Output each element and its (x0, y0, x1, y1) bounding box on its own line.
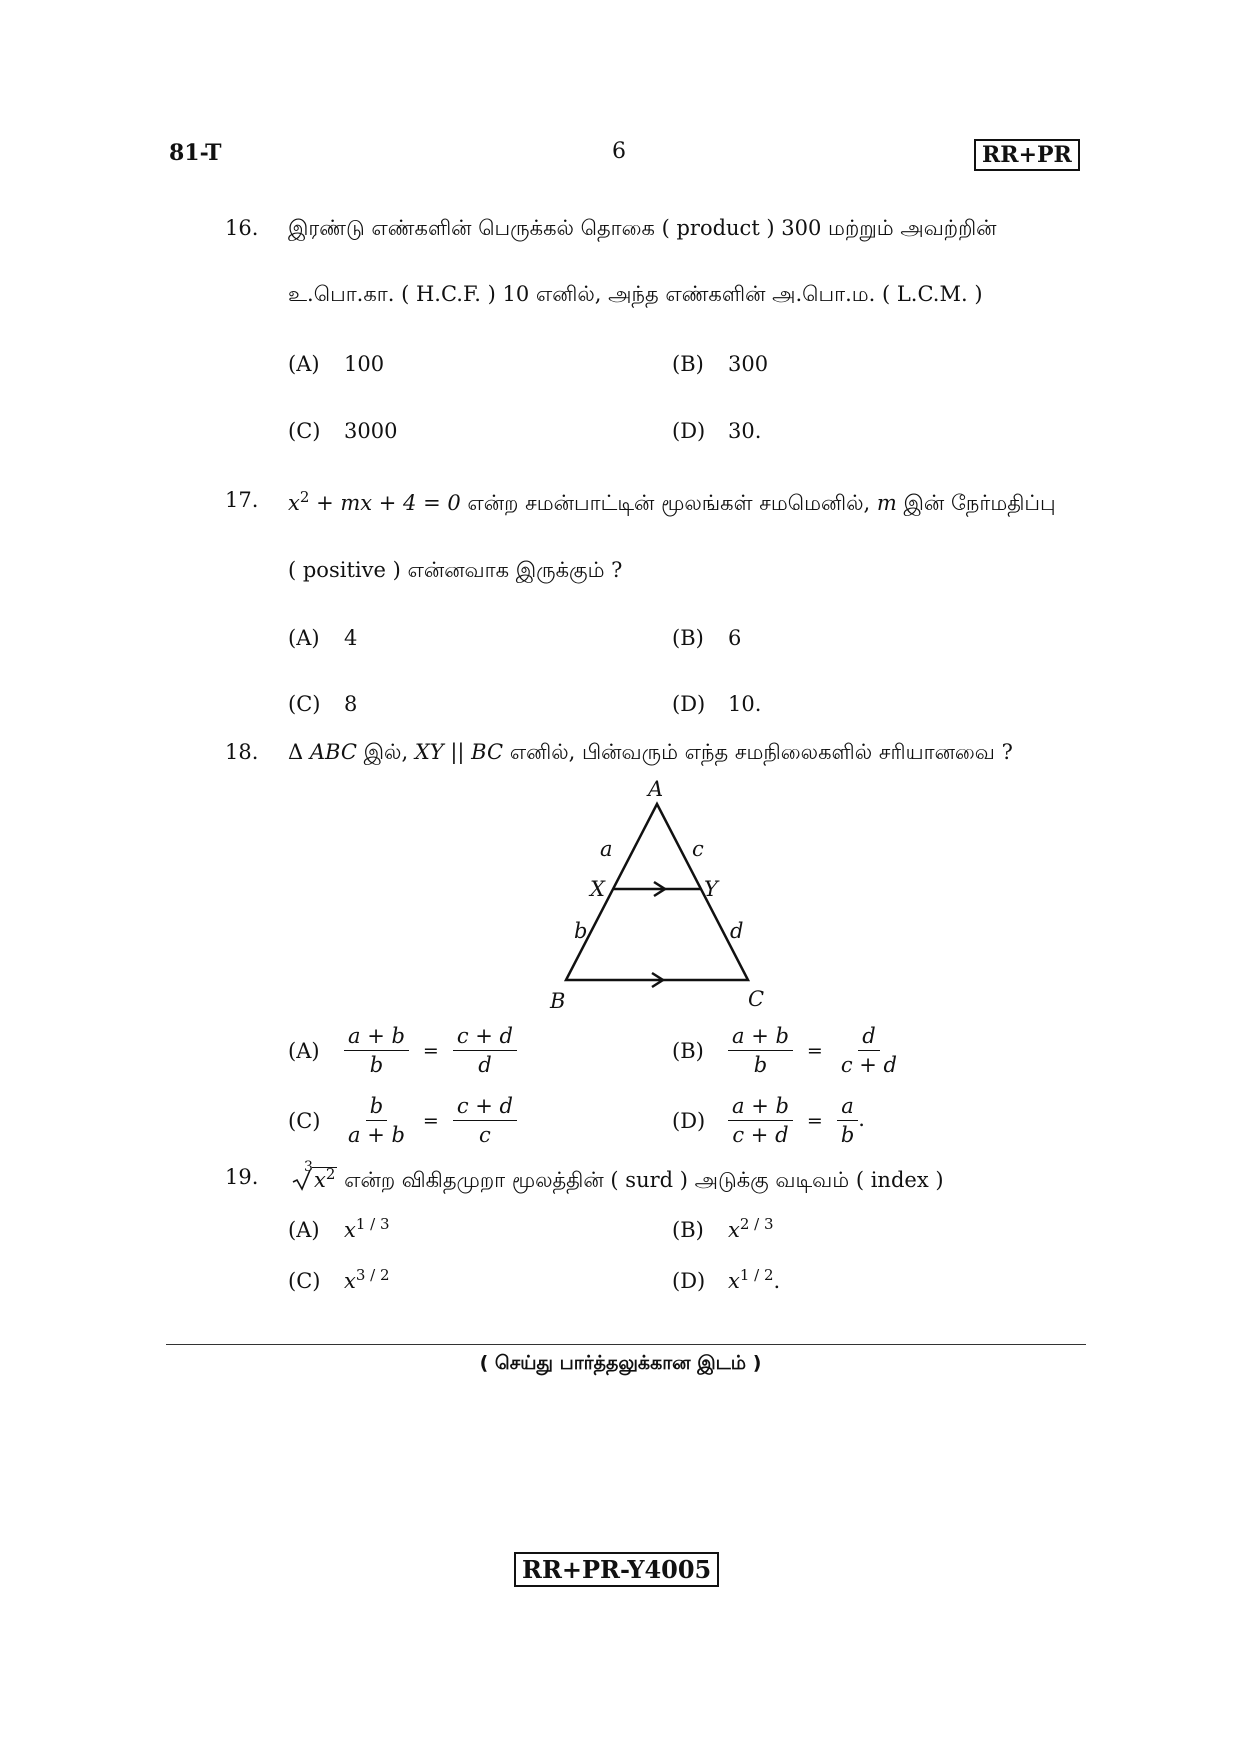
fraction: $\frac{d}{c + d}$ (840, 1024, 897, 1077)
point-label-x: X (590, 877, 605, 901)
segment-label-a: a (600, 837, 613, 861)
segment-label-b: b (574, 919, 588, 943)
option-c: (C) 8 (288, 692, 358, 716)
question-text-line: இரண்டு எண்களின் பெருக்கல் தொகை ( product ) 300 மற்றும் அவற்றின் (288, 216, 997, 240)
option-c: (C) $\frac{b}{a + b}$ = $\frac{c + d}{c}$ (288, 1094, 517, 1147)
fraction: $\frac{a}{b}$ (837, 1094, 858, 1147)
vertex-label-a: A (648, 777, 664, 801)
segment-label-c: c (692, 837, 704, 861)
option-a: (A) $\frac{a + b}{b}$ = $\frac{c + d}{d}$ (288, 1024, 517, 1077)
section-divider (166, 1344, 1086, 1345)
question-text-line: 3 $x^2$ என்ற விகிதமுறா மூலத்தின் ( surd ) அடுக்கு வடிவம் ( index ) (288, 1165, 944, 1195)
question-text-line: Δ ABC இல், XY || BC எனில், பின்வரும் எந்த சமநிலைகளில் சரியானவை ? (288, 740, 1013, 764)
option-b: (B) $\frac{a + b}{b}$ = $\frac{d}{c + d}$ (672, 1024, 901, 1077)
option-c: (C) 3000 (288, 419, 398, 443)
question-text-line: உ.பொ.கா. ( H.C.F. ) 10 எனில், அந்த எண்களின் அ.பொ.ம. ( L.C.M. ) (288, 282, 983, 306)
option-b: (B) $x^{2 / 3}$ (672, 1215, 774, 1242)
question-text-line: ( positive ) என்னவாக இருக்கும் ? (288, 558, 623, 582)
fraction: $\frac{a + b}{c + d}$ (728, 1094, 793, 1147)
vertex-label-c: C (748, 987, 765, 1011)
paper-code: 81-T (169, 140, 222, 166)
option-b: (B) 300 (672, 352, 769, 376)
option-a: (A) 100 (288, 352, 385, 376)
option-b: (B) 6 (672, 626, 742, 650)
fraction: $\frac{c + d}{d}$ (453, 1024, 517, 1077)
question-number: 16. (225, 216, 259, 240)
option-a: (A) 4 (288, 626, 358, 650)
option-c: (C) $x^{3 / 2}$ (288, 1266, 390, 1293)
question-number: 19. (225, 1165, 259, 1189)
question-number: 17. (225, 488, 259, 512)
vertex-label-b: B (550, 989, 566, 1013)
surd-expression: 3 $x^2$ (288, 1165, 337, 1192)
option-d: (D) $x^{1 / 2}$. (672, 1266, 781, 1293)
point-label-y: Y (704, 877, 718, 901)
option-d: (D) 30. (672, 419, 762, 443)
fraction: $\frac{a + b}{b}$ (728, 1024, 793, 1077)
option-d: (D) $\frac{a + b}{c + d}$ = $\frac{a}{b}$ . (672, 1094, 865, 1147)
question-text-line: $x^2$ + mx + 4 = 0 என்ற சமன்பாட்டின் மூலங்கள் சமமெனில், m இன் நேர்மதிப்பு (288, 488, 1056, 515)
page-number: 6 (612, 139, 626, 164)
footer-code-badge: RR+PR-Y4005 (514, 1552, 719, 1587)
fraction: $\frac{b}{a + b}$ (348, 1094, 405, 1147)
segment-label-d: d (730, 919, 744, 943)
rough-work-label: ( செய்து பார்த்தலுக்கான இடம் ) (479, 1352, 762, 1374)
option-d: (D) 10. (672, 692, 762, 716)
triangle-diagram (540, 776, 780, 1016)
fraction: $\frac{c + d}{c}$ (453, 1094, 517, 1147)
fraction: $\frac{a + b}{b}$ (344, 1024, 409, 1077)
option-a: (A) $x^{1 / 3}$ (288, 1215, 390, 1242)
question-number: 18. (225, 740, 259, 764)
series-code-badge: RR+PR (974, 139, 1080, 171)
